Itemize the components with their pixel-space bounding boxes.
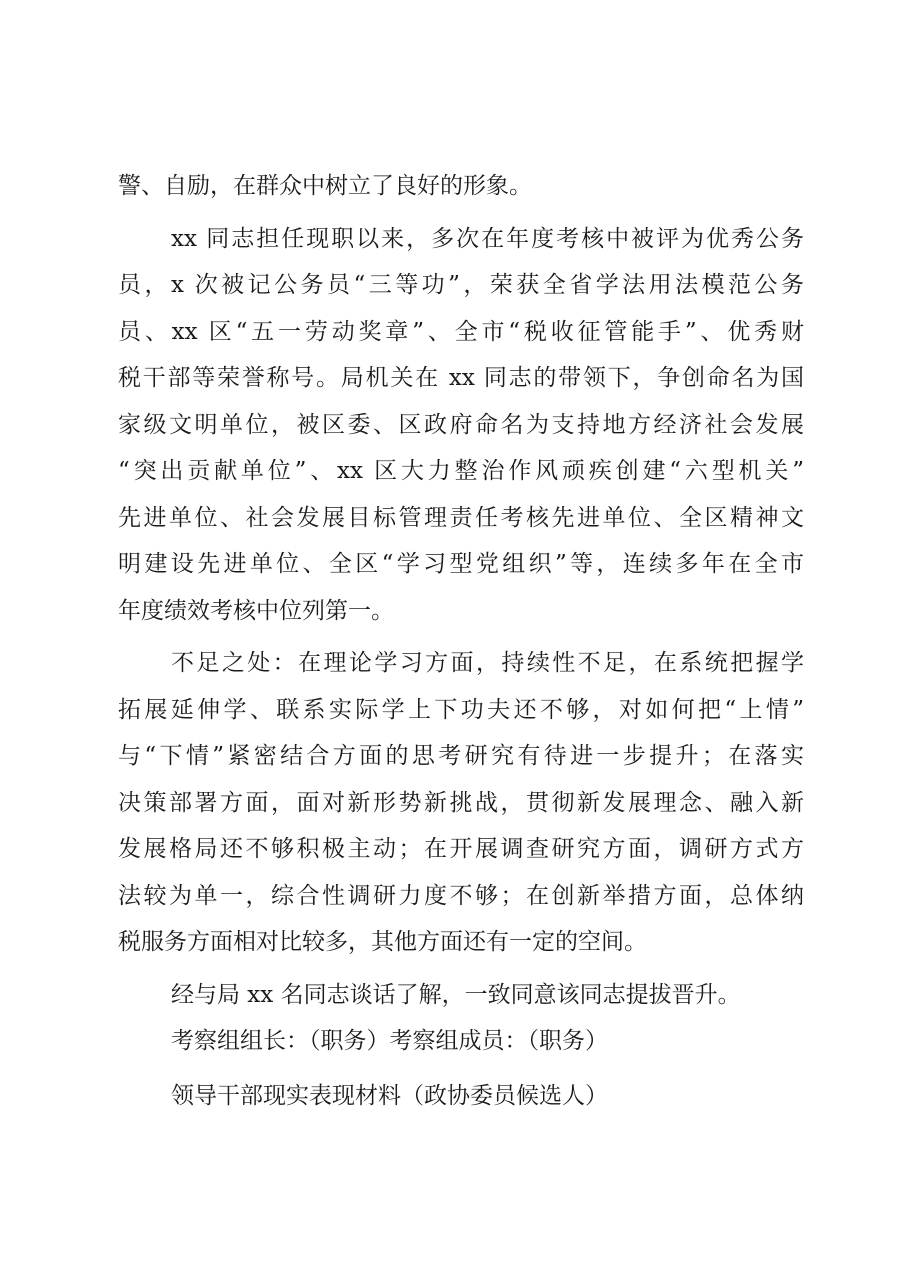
text-line: 不足之处：在理论学习方面，持续性不足，在系统把握学 — [171, 650, 804, 676]
text-line: 考察组组长：（职务）考察组成员：（职务） — [171, 1028, 608, 1054]
text-line: 员，x 次被记公务员“三等功”，荣获全省学法用法模范公务 — [118, 272, 804, 298]
text-line: 员、xx 区“五一劳动奖章”、全市“税收征管能手”、优秀财 — [118, 319, 804, 345]
text-line: 警、自励，在群众中树立了良好的形象。 — [118, 173, 532, 199]
text-line: 税服务方面相对比较多，其他方面还有一定的空间。 — [118, 929, 647, 955]
text-line: xx 同志担任现职以来，多次在年度考核中被评为优秀公务 — [171, 226, 804, 252]
section-heading: 领导干部现实表现材料（政协委员候选人） — [171, 1083, 608, 1109]
text-line: 决策部署方面，面对新形势新挑战，贯彻新发展理念、融入新 — [118, 790, 804, 816]
text-line: 家级文明单位，被区委、区政府命名为支持地方经济社会发展 — [118, 412, 804, 438]
text-line: 经与局 xx 名同志谈话了解，一致同意该同志提拔晋升。 — [171, 982, 741, 1008]
text-line: 发展格局还不够积极主动；在开展调查研究方面，调研方式方 — [118, 836, 804, 862]
text-line: “突出贡献单位”、xx 区大力整治作风顽疾创建“六型机关” — [118, 458, 804, 484]
text-line: 与“下情”紧密结合方面的思考研究有待进一步提升；在落实 — [118, 743, 804, 769]
text-line: 年度绩效考核中位列第一。 — [118, 598, 394, 624]
text-line: 明建设先进单位、全区“学习型党组织”等，连续多年在全市 — [118, 551, 804, 577]
text-line: 拓展延伸学、联系实际学上下功夫还不够，对如何把“上情” — [118, 697, 804, 723]
text-line: 法较为单一，综合性调研力度不够；在创新举措方面，总体纳 — [118, 883, 804, 909]
text-line: 税干部等荣誉称号。局机关在 xx 同志的带领下，争创命名为国 — [118, 365, 804, 391]
text-line: 先进单位、社会发展目标管理责任考核先进单位、全区精神文 — [118, 505, 804, 531]
